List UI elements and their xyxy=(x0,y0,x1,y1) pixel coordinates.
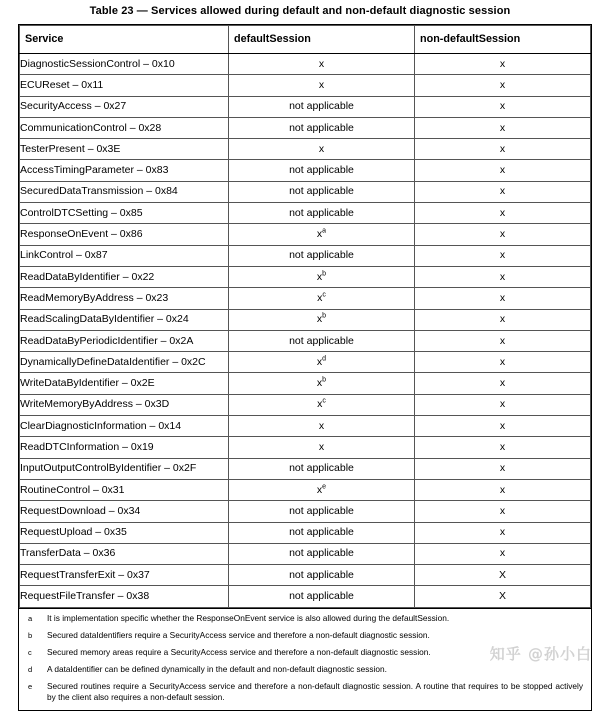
footnote-text: Secured routines require a SecurityAccess service and therefore a non-default diagnostic session. A routine that requires to be stopped actively by the client also requires a non-default session. xyxy=(47,680,583,703)
footnote-marker: a xyxy=(322,227,327,235)
cell-non-default-session: x xyxy=(415,522,591,543)
cell-default-session xyxy=(229,288,415,309)
table-row xyxy=(20,565,591,586)
table-row xyxy=(20,330,591,351)
cell-default-session-value: not applicable xyxy=(289,547,354,560)
cell-non-default-session: x xyxy=(415,416,591,437)
table-row xyxy=(20,117,591,138)
footnote-text: A dataIdentifier can be defined dynamically in the default and non-default diagnostic session. xyxy=(47,663,387,674)
cell-non-default-session: x xyxy=(415,54,591,75)
cell-default-session-value: x xyxy=(318,440,325,453)
footnote-mark: b xyxy=(28,630,33,640)
cell-default-session-value: x xyxy=(316,228,323,241)
cell-default-session-value: x xyxy=(318,57,325,70)
cell-service: RequestFileTransfer – 0x38 xyxy=(20,586,229,607)
cell-service: LinkControl – 0x87 xyxy=(20,245,229,266)
cell-non-default-session: x xyxy=(415,160,591,181)
cell-default-session xyxy=(229,203,415,224)
footnote-mark: c xyxy=(28,647,32,657)
footnote-marker: b xyxy=(322,312,327,320)
cell-non-default-session: X xyxy=(415,586,591,607)
cell-default-session-value: not applicable xyxy=(289,100,354,113)
cell-service: AccessTimingParameter – 0x83 xyxy=(20,160,229,181)
cell-non-default-session: x xyxy=(415,330,591,351)
cell-non-default-session: x xyxy=(415,203,591,224)
footnote-item xyxy=(25,613,585,625)
cell-default-session xyxy=(229,224,415,245)
cell-service: ControlDTCSetting – 0x85 xyxy=(20,203,229,224)
cell-default-session-value: not applicable xyxy=(289,249,354,262)
cell-non-default-session: x xyxy=(415,501,591,522)
cell-default-session xyxy=(229,330,415,351)
cell-non-default-session: X xyxy=(415,565,591,586)
table-footnotes xyxy=(19,608,591,710)
footnote-text: Secured memory areas require a SecurityAccess service and therefore a non-default diagnostic session. xyxy=(47,646,431,657)
cell-default-session-value: x xyxy=(316,377,323,390)
table-row xyxy=(20,543,591,564)
cell-service: ReadScalingDataByIdentifier – 0x24 xyxy=(20,309,229,330)
cell-non-default-session: x xyxy=(415,181,591,202)
cell-default-session-value: x xyxy=(318,142,325,155)
cell-default-session xyxy=(229,565,415,586)
table-row xyxy=(20,181,591,202)
cell-default-session-value: not applicable xyxy=(289,164,354,177)
cell-default-session-value: x xyxy=(316,355,323,368)
cell-non-default-session: x xyxy=(415,394,591,415)
cell-non-default-session: x xyxy=(415,309,591,330)
cell-non-default-session: x xyxy=(415,96,591,117)
cell-default-session-value: x xyxy=(316,270,323,283)
cell-service: WriteDataByIdentifier – 0x2E xyxy=(20,373,229,394)
table-row xyxy=(20,352,591,373)
cell-default-session-value: x xyxy=(316,313,323,326)
table-body xyxy=(20,54,591,608)
cell-service: ResponseOnEvent – 0x86 xyxy=(20,224,229,245)
cell-service: RoutineControl – 0x31 xyxy=(20,479,229,500)
table-row xyxy=(20,139,591,160)
cell-service: TransferData – 0x36 xyxy=(20,543,229,564)
cell-default-session xyxy=(229,96,415,117)
cell-service: RequestUpload – 0x35 xyxy=(20,522,229,543)
cell-non-default-session: x xyxy=(415,437,591,458)
table-row xyxy=(20,54,591,75)
cell-default-session xyxy=(229,54,415,75)
cell-default-session xyxy=(229,139,415,160)
footnote-marker: c xyxy=(322,291,326,299)
table-row xyxy=(20,479,591,500)
cell-non-default-session: x xyxy=(415,245,591,266)
cell-default-session xyxy=(229,458,415,479)
cell-service: WriteMemoryByAddress – 0x3D xyxy=(20,394,229,415)
cell-non-default-session: x xyxy=(415,224,591,245)
table-caption: Table 23 — Services allowed during default and non-default diagnostic session xyxy=(89,5,511,17)
cell-service: ReadMemoryByAddress – 0x23 xyxy=(20,288,229,309)
cell-default-session xyxy=(229,117,415,138)
cell-service: DynamicallyDefineDataIdentifier – 0x2C xyxy=(20,352,229,373)
cell-default-session-value: x xyxy=(318,419,325,432)
cell-default-session-value: not applicable xyxy=(289,121,354,134)
footnote-marker: b xyxy=(322,270,327,278)
footnote-mark: d xyxy=(28,664,33,674)
cell-default-session xyxy=(229,181,415,202)
table-row xyxy=(20,75,591,96)
services-table xyxy=(19,25,591,608)
column-header-default-session: defaultSession xyxy=(229,26,415,54)
footnote-text: Secured dataIdentifiers require a SecurityAccess service and therefore a non-default diagnostic session. xyxy=(47,629,430,640)
cell-default-session-value: x xyxy=(318,78,325,91)
cell-service: CommunicationControl – 0x28 xyxy=(20,117,229,138)
footnote-text: It is implementation specific whether the ResponseOnEvent service is also allowed during the defaultSession. xyxy=(47,612,450,623)
cell-default-session xyxy=(229,266,415,287)
cell-non-default-session: x xyxy=(415,543,591,564)
cell-service: SecuredDataTransmission – 0x84 xyxy=(20,181,229,202)
cell-service: RequestDownload – 0x34 xyxy=(20,501,229,522)
cell-service: ClearDiagnosticInformation – 0x14 xyxy=(20,416,229,437)
cell-default-session-value: not applicable xyxy=(289,206,354,219)
column-header-non-default-session: non-defaultSession xyxy=(415,26,591,54)
cell-non-default-session: x xyxy=(415,117,591,138)
cell-default-session xyxy=(229,352,415,373)
cell-default-session xyxy=(229,543,415,564)
cell-service: DiagnosticSessionControl – 0x10 xyxy=(20,54,229,75)
cell-default-session xyxy=(229,245,415,266)
cell-service: ReadDTCInformation – 0x19 xyxy=(20,437,229,458)
table-row xyxy=(20,458,591,479)
cell-default-session xyxy=(229,437,415,458)
cell-default-session xyxy=(229,522,415,543)
table-row xyxy=(20,96,591,117)
cell-default-session-value: not applicable xyxy=(289,462,354,475)
cell-non-default-session: x xyxy=(415,458,591,479)
cell-non-default-session: x xyxy=(415,288,591,309)
cell-default-session xyxy=(229,160,415,181)
table-header xyxy=(20,26,591,54)
cell-default-session xyxy=(229,501,415,522)
table-row xyxy=(20,416,591,437)
table-row xyxy=(20,522,591,543)
footnote-marker: c xyxy=(322,397,326,405)
footnote-item xyxy=(25,681,585,704)
cell-non-default-session: x xyxy=(415,75,591,96)
cell-default-session xyxy=(229,416,415,437)
cell-non-default-session: x xyxy=(415,373,591,394)
cell-default-session-value: x xyxy=(317,398,323,411)
table-row xyxy=(20,224,591,245)
table-row xyxy=(20,160,591,181)
footnote-mark: e xyxy=(28,681,33,691)
table-row xyxy=(20,394,591,415)
cell-default-session xyxy=(229,309,415,330)
table-row xyxy=(20,288,591,309)
cell-default-session xyxy=(229,75,415,96)
footnote-marker: d xyxy=(322,355,327,363)
cell-non-default-session: x xyxy=(415,266,591,287)
cell-service: SecurityAccess – 0x27 xyxy=(20,96,229,117)
cell-default-session-value: not applicable xyxy=(289,526,354,539)
table-header-row xyxy=(20,26,591,54)
table-row xyxy=(20,245,591,266)
cell-service: ReadDataByIdentifier – 0x22 xyxy=(20,266,229,287)
cell-default-session xyxy=(229,373,415,394)
cell-default-session-value: not applicable xyxy=(289,590,354,603)
table-container xyxy=(18,24,592,711)
table-row xyxy=(20,373,591,394)
table-row xyxy=(20,586,591,607)
cell-non-default-session: x xyxy=(415,352,591,373)
footnote-item xyxy=(25,647,585,659)
footnote-marker: b xyxy=(322,376,327,384)
cell-service: TesterPresent – 0x3E xyxy=(20,139,229,160)
cell-non-default-session: x xyxy=(415,479,591,500)
cell-default-session-value: not applicable xyxy=(289,568,354,581)
cell-default-session xyxy=(229,586,415,607)
cell-service: RequestTransferExit – 0x37 xyxy=(20,565,229,586)
table-row xyxy=(20,309,591,330)
table-row xyxy=(20,501,591,522)
cell-default-session-value: not applicable xyxy=(289,504,354,517)
table-row xyxy=(20,437,591,458)
footnote-mark: a xyxy=(28,613,33,623)
cell-service: ECUReset – 0x11 xyxy=(20,75,229,96)
cell-service: ReadDataByPeriodicIdentifier – 0x2A xyxy=(20,330,229,351)
cell-default-session-value: not applicable xyxy=(289,185,354,198)
column-header-service: Service xyxy=(20,26,229,54)
table-row xyxy=(20,266,591,287)
cell-non-default-session: x xyxy=(415,139,591,160)
watermark: 知乎 @孙小白 xyxy=(489,645,592,663)
footnote-item xyxy=(25,664,585,676)
cell-default-session-value: x xyxy=(317,291,323,304)
cell-default-session xyxy=(229,479,415,500)
cell-default-session-value: x xyxy=(316,483,323,496)
cell-default-session xyxy=(229,394,415,415)
cell-default-session-value: not applicable xyxy=(289,334,354,347)
table-row xyxy=(20,203,591,224)
cell-service: InputOutputControlByIdentifier – 0x2F xyxy=(20,458,229,479)
footnote-marker: e xyxy=(322,483,327,491)
footnote-item xyxy=(25,630,585,642)
